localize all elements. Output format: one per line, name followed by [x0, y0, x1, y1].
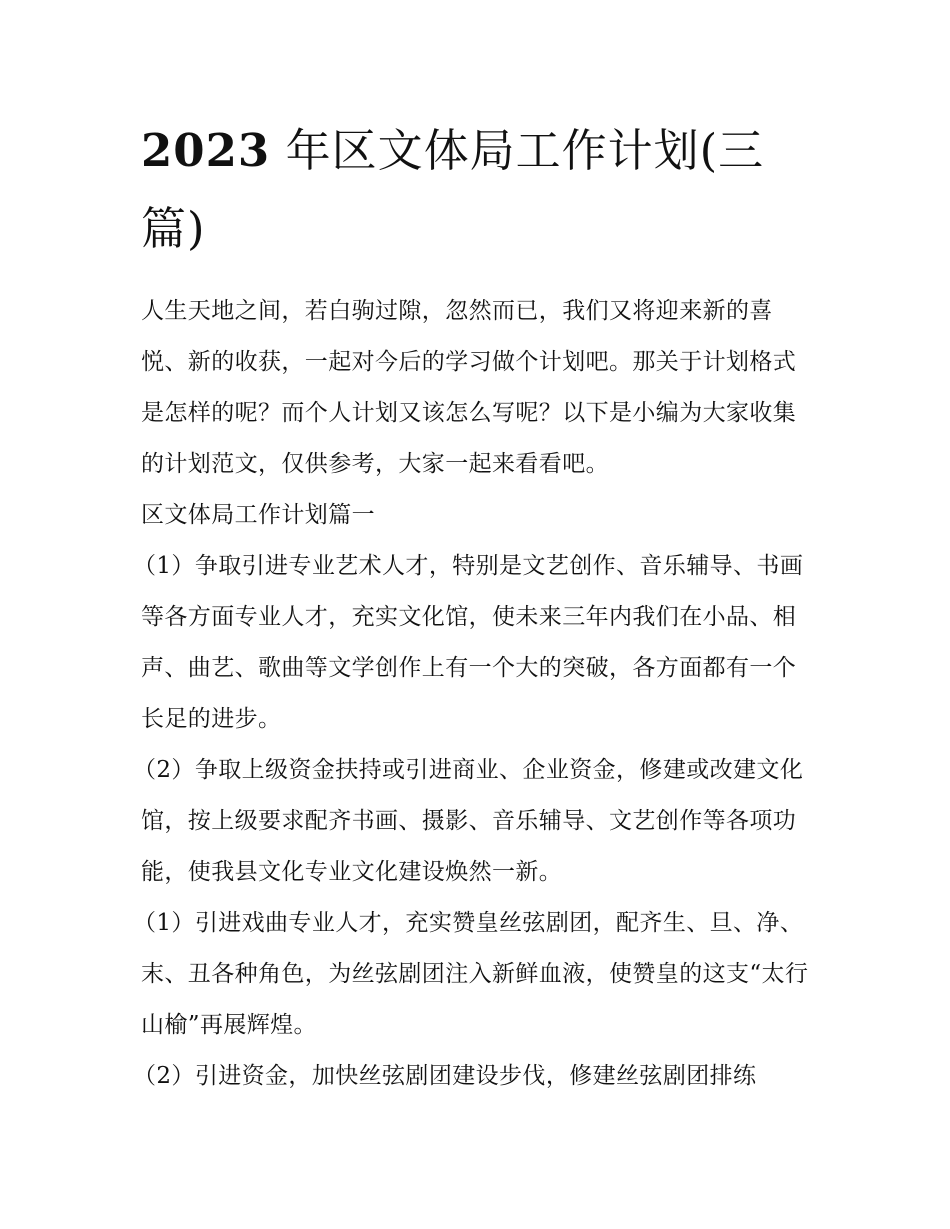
body-paragraph-4: （2）引进资金，加快丝弦剧团建设步伐，修建丝弦剧团排练 — [133, 1063, 757, 1089]
section-heading: 区文体局工作计划篇一 — [141, 502, 375, 528]
intro-paragraph: 人生天地之间，若白驹过隙，忽然而已，我们又将迎来新的喜悦、新的收获，一起对今后的学习做个计划吧。那关于计划格式是怎样的呢？而个人计划又该怎么写呢？以下是小编为大家收集的计划范文，仅供参考，大家一起来看看吧。 — [141, 298, 797, 477]
body-paragraph-3: （1）引进戏曲专业人才，充实赞皇丝弦剧团，配齐生、旦、净、末、丑各种角色，为丝弦剧团注入新鲜血液，使赞皇的这支“太行山榆”再展辉煌。 — [133, 910, 809, 1038]
body-paragraph-2: （2）争取上级资金扶持或引进商业、企业资金，修建或改建文化馆，按上级要求配齐书画、摄影、音乐辅导、文艺创作等各项功能，使我县文化专业文化建设焕然一新。 — [133, 757, 804, 885]
title-year: 2023 — [141, 124, 271, 177]
document-title — [141, 112, 813, 268]
body-paragraph-1: （1）争取引进专业艺术人才，特别是文艺创作、音乐辅导、书画等各方面专业人才，充实文化馆，使未来三年内我们在小品、相声、曲艺、歌曲等文学创作上有一个大的突破，各方面都有一个长足的进步。 — [133, 553, 804, 732]
document-page — [133, 112, 813, 1102]
title-text: 年区文体局工作计划(三篇) — [141, 124, 765, 255]
